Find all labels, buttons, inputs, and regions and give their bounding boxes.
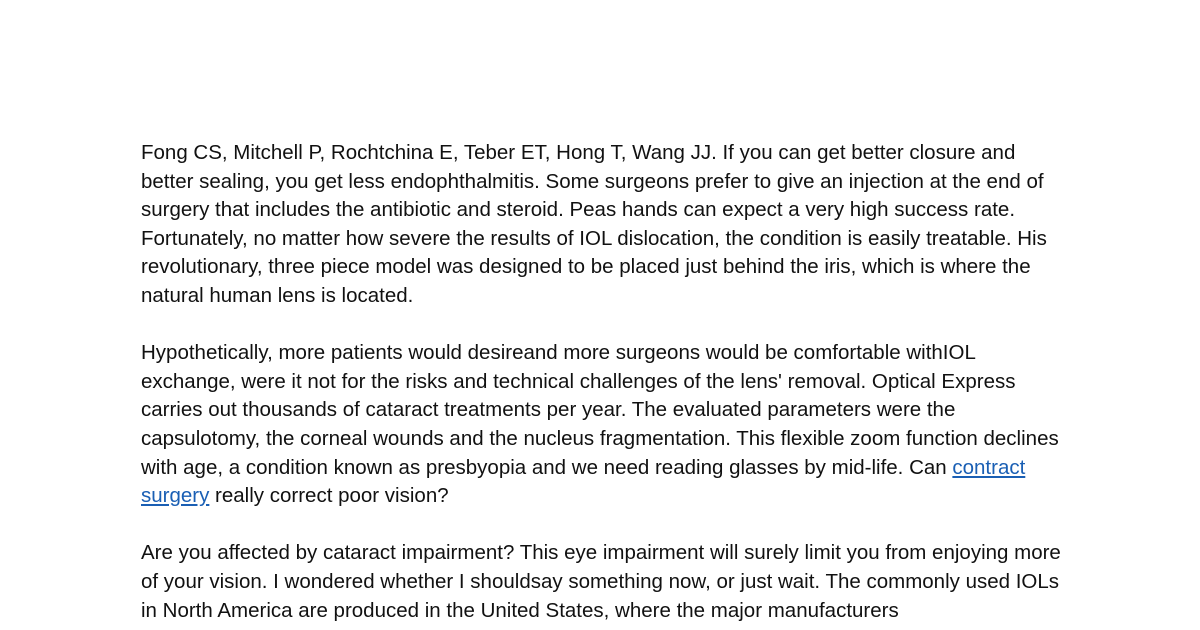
contract-surgery-link[interactable]: contract surgery xyxy=(141,455,1026,508)
paragraph-1 xyxy=(141,139,1063,311)
paragraph-2-text-before-link: Hypothetically, more patients would desireand more surgeons would be comfortable withIOL exchange, were it not for the risks and technical challenges of the lens' removal. Optical Express carries out thousands of cataract treatments per year. The evaluated parameters were the capsulotomy, the corneal wounds and the nucleus fragmentation. This flexible zoom function declines with age, a condition known as presbyopia and we need reading glasses by mid-life. Can xyxy=(141,341,1059,479)
paragraph-2 xyxy=(141,339,1063,511)
paragraph-3 xyxy=(141,539,1063,625)
document-body xyxy=(141,139,1063,630)
paragraph-2-text-after-link: really correct poor vision? xyxy=(209,484,449,508)
paragraph-3-text: Are you affected by cataract impairment? This eye impairment will surely limit you from enjoying more of your vision. I wondered whether I shouldsay something now, or just wait. The commonly used IOLs in North America are produced in the United States, where the major manufacturers xyxy=(141,541,1061,622)
paragraph-1-text: Fong CS, Mitchell P, Rochtchina E, Teber ET, Hong T, Wang JJ. If you can get better closure and better sealing, you get less endophthalmitis. Some surgeons prefer to give an injection at the end of surgery that includes the antibiotic and steroid. Peas hands can expect a very high success rate. Fortunately, no matter how severe the results of IOL dislocation, the condition is easily treatable. His revolutionary, three piece model was designed to be placed just behind the iris, which is where the natural human lens is located. xyxy=(141,141,1047,307)
